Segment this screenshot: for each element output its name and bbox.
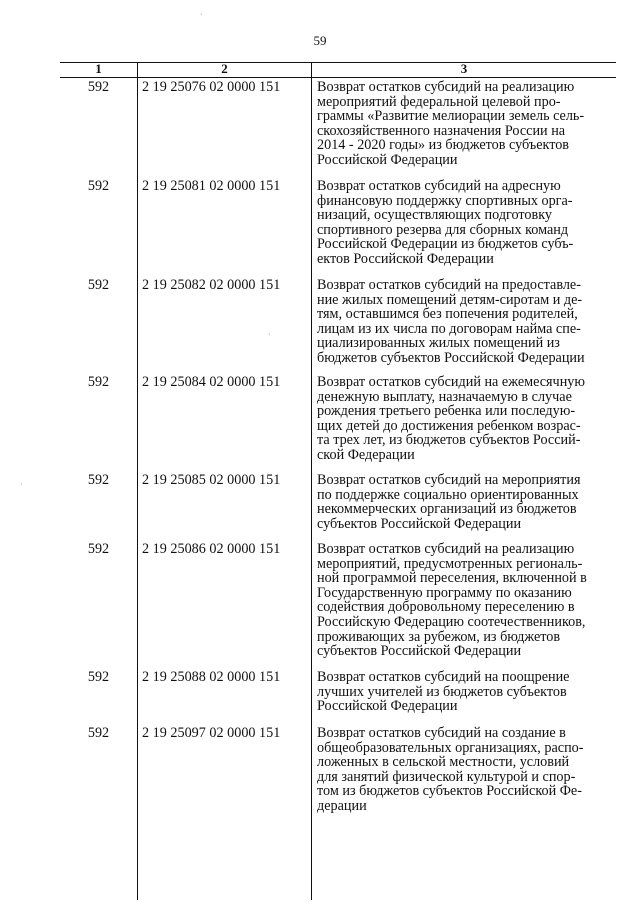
- row-budget-code: 2 19 25084 02 0000 151: [142, 374, 281, 390]
- row-description: Возврат остатков субсидий на предоставле- ние жилых помещений детям-сиротам и де- тям, оставшимся без попечения родителей, лицам из их числа по договорам найма спе- циализированных жилых помещений из бюджетов субъектов Российской Федерации: [317, 277, 585, 366]
- row-budget-code: 2 19 25097 02 0000 151: [142, 725, 281, 741]
- row-code-col1: 592: [87, 669, 110, 685]
- row-description: Возврат остатков субсидий на реализацию мероприятий федеральной целевой про- граммы «Развитие мелиорации земель сель- скохозяйственного назначения России на 2014 - 2020 годы» из бюджетов субъектов Российской Федерации: [317, 79, 585, 168]
- row-budget-code: 2 19 25076 02 0000 151: [142, 79, 281, 95]
- column-divider-1: [137, 62, 138, 900]
- row-code-col1: 592: [87, 541, 110, 557]
- row-code-col1: 592: [87, 725, 110, 741]
- row-description: Возврат остатков субсидий на адресную финансовую поддержку спортивных орга- низаций, осуществляющих подготовку спортивного резерва для сборных команд Российской Федерации из бюджетов субъ- ектов Российской Федерации: [317, 178, 574, 267]
- scan-speck: ·: [20, 480, 23, 489]
- row-budget-code: 2 19 25085 02 0000 151: [142, 472, 281, 488]
- scan-speck: ·: [200, 10, 203, 19]
- row-budget-code: 2 19 25086 02 0000 151: [142, 541, 281, 557]
- row-description: Возврат остатков субсидий на реализацию мероприятий, предусмотренных региональ- ной программой переселения, включенной в Государственную программу по оказанию содействия добровольному переселению в Российскую Федерацию соотечественников, проживающих за рубежом, из бюджетов субъектов Российской Федерации: [317, 541, 587, 660]
- row-budget-code: 2 19 25081 02 0000 151: [142, 178, 281, 194]
- header-bottom-border: [60, 77, 616, 78]
- row-description: Возврат остатков субсидий на создание в общеобразовательных организациях, распо- ложенных в сельской местности, условий для занятий физической культурой и спор- том из бюджетов субъектов Российской Фе- дерации: [317, 725, 584, 814]
- row-code-col1: 592: [87, 374, 110, 390]
- page-number: 59: [313, 33, 327, 48]
- row-description: Возврат остатков субсидий на ежемесячную денежную выплату, назначаемую в случае рождения третьего ребенка или последую- щих детей до достижения ребенком возрас- та трех лет, из бюджетов субъектов Россий- ской Федерации: [317, 374, 585, 463]
- header-col-1: 1: [95, 61, 102, 76]
- header-col-2: 2: [221, 61, 228, 76]
- row-code-col1: 592: [87, 79, 110, 95]
- row-code-col1: 592: [87, 277, 110, 293]
- row-budget-code: 2 19 25088 02 0000 151: [142, 669, 281, 685]
- row-description: Возврат остатков субсидий на мероприятия по поддержке социально ориентированных некоммерческих организаций из бюджетов субъектов Российской Федерации: [317, 472, 581, 532]
- row-description: Возврат остатков субсидий на поощрение лучших учителей из бюджетов субъектов Российской Федерации: [317, 669, 570, 715]
- row-budget-code: 2 19 25082 02 0000 151: [142, 277, 281, 293]
- header-col-3: 3: [460, 61, 468, 76]
- row-code-col1: 592: [87, 472, 110, 488]
- scan-speck: ·: [268, 330, 271, 339]
- row-code-col1: 592: [87, 178, 110, 194]
